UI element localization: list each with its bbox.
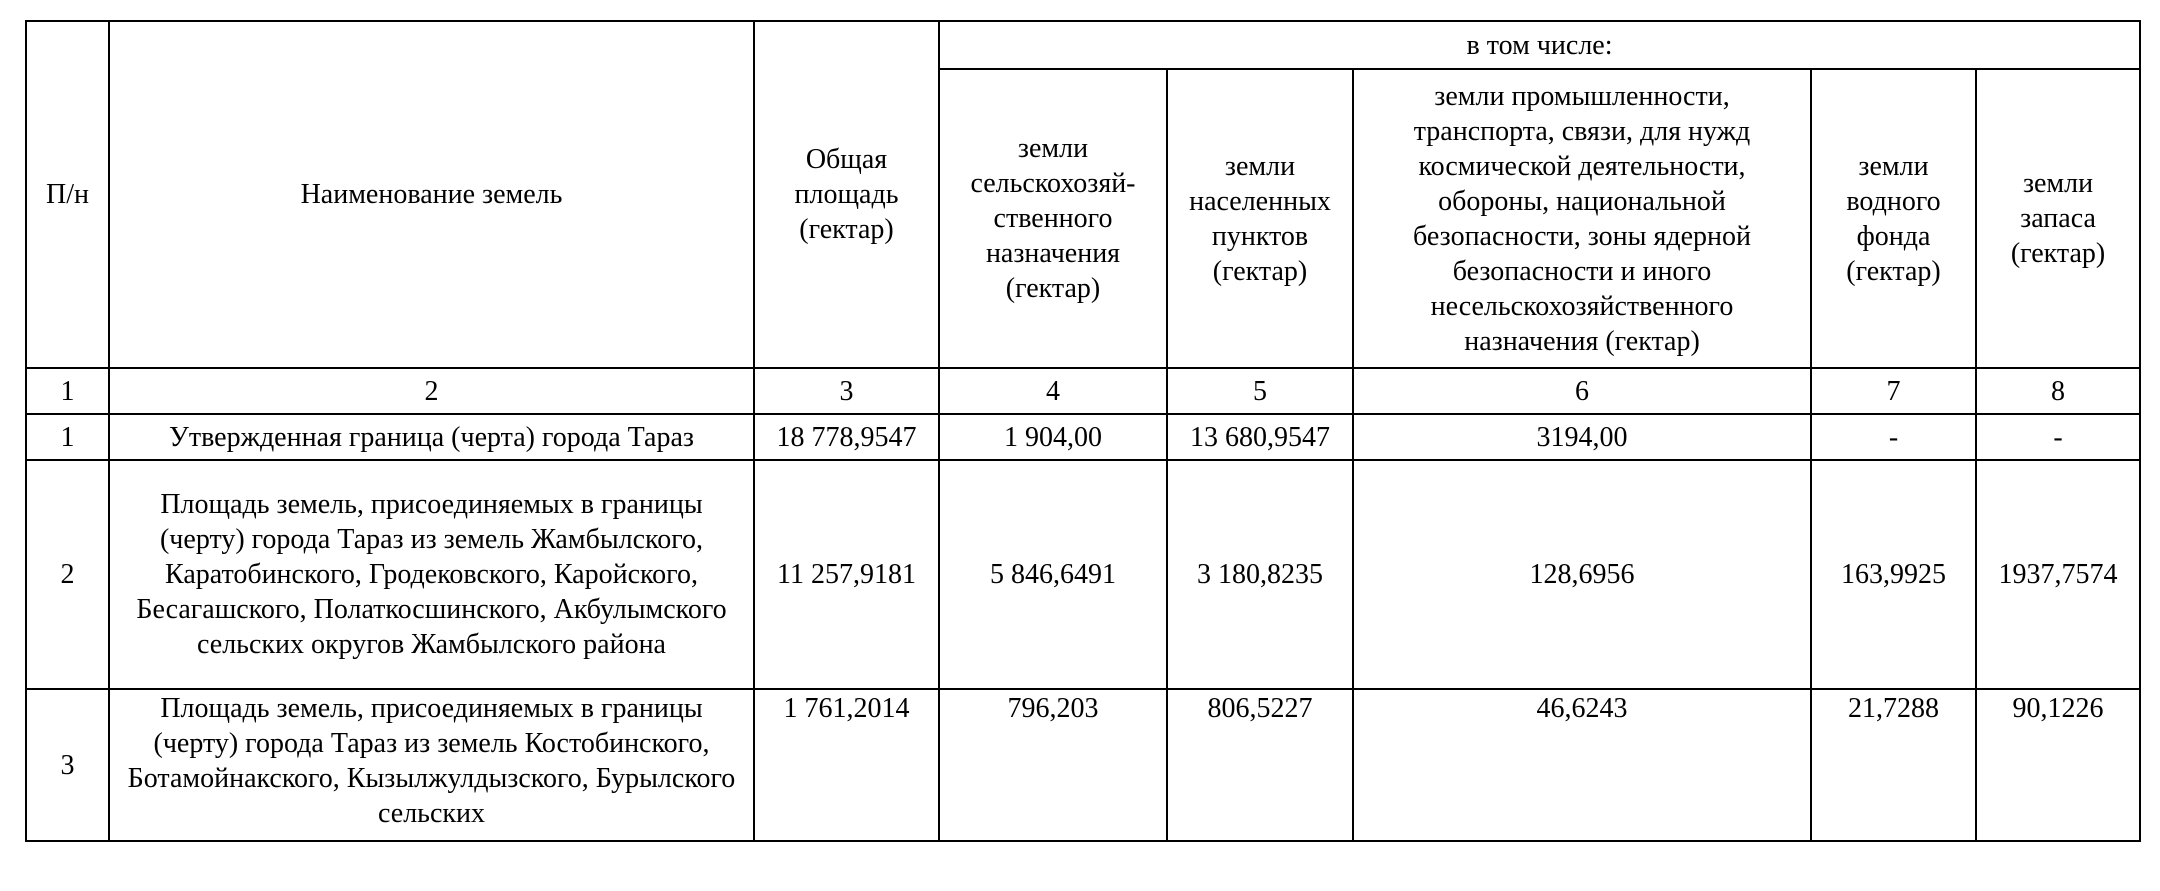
header-agricultural-land: земли сельскохозяй- ственного назначения (гектар): [939, 69, 1167, 368]
row-land-name: Площадь земель, присоединяемых в границы (черту) города Тараз из земель Жамбылского, Каратобинского, Гродековского, Каройского, Бесагашского, Полаткосшинского, Акбулымского сельских округов Жамбылского района: [109, 460, 754, 689]
column-number: 3: [754, 368, 939, 414]
column-number: 5: [1167, 368, 1353, 414]
column-number: 6: [1353, 368, 1811, 414]
table-row: [26, 414, 2140, 460]
header-settlement-land: земли населенных пунктов (гектар): [1167, 69, 1353, 368]
row-agricultural: 796,203: [939, 689, 1167, 841]
row-land-name: Утвержденная граница (черта) города Тараз: [109, 414, 754, 460]
column-number: 2: [109, 368, 754, 414]
column-number-row: [26, 368, 2140, 414]
row-total-area: 11 257,9181: [754, 460, 939, 689]
row-settlements: 3 180,8235: [1167, 460, 1353, 689]
row-water-fund: 21,7288: [1811, 689, 1976, 841]
table-row: [26, 689, 2140, 841]
row-industrial: 3194,00: [1353, 414, 1811, 460]
column-number: 7: [1811, 368, 1976, 414]
column-number: 8: [1976, 368, 2140, 414]
header-including: в том числе:: [939, 21, 2140, 69]
row-number: 2: [26, 460, 109, 689]
row-land-name: Площадь земель, присоединяемых в границы (черту) города Тараз из земель Костобинского, Ботамойнакского, Кызылжулдызского, Бурылского сельских: [109, 689, 754, 841]
row-settlements: 806,5227: [1167, 689, 1353, 841]
row-reserve: 1937,7574: [1976, 460, 2140, 689]
row-reserve: -: [1976, 414, 2140, 460]
header-pn: П/н: [26, 21, 109, 368]
header-industrial-land: земли промышленности, транспорта, связи, для нужд космической деятельности, обороны, национальной безопасности, зоны ядерной безопасности и иного несельскохозяйственного назначения (гектар): [1353, 69, 1811, 368]
header-total-area: Общая площадь (гектар): [754, 21, 939, 368]
column-number: 1: [26, 368, 109, 414]
row-number: 1: [26, 414, 109, 460]
row-agricultural: 5 846,6491: [939, 460, 1167, 689]
row-industrial: 46,6243: [1353, 689, 1811, 841]
row-total-area: 18 778,9547: [754, 414, 939, 460]
row-total-area: 1 761,2014: [754, 689, 939, 841]
row-water-fund: 163,9925: [1811, 460, 1976, 689]
land-table: [25, 20, 2141, 842]
row-industrial: 128,6956: [1353, 460, 1811, 689]
row-agricultural: 1 904,00: [939, 414, 1167, 460]
row-number: 3: [26, 689, 109, 841]
row-water-fund: -: [1811, 414, 1976, 460]
header-name: Наименование земель: [109, 21, 754, 368]
table-row: [26, 460, 2140, 689]
header-water-fund-land: земли водного фонда (гектар): [1811, 69, 1976, 368]
column-number: 4: [939, 368, 1167, 414]
row-reserve: 90,1226: [1976, 689, 2140, 841]
header-reserve-land: земли запаса (гектар): [1976, 69, 2140, 368]
header-row-group: [26, 21, 2140, 69]
row-settlements: 13 680,9547: [1167, 414, 1353, 460]
